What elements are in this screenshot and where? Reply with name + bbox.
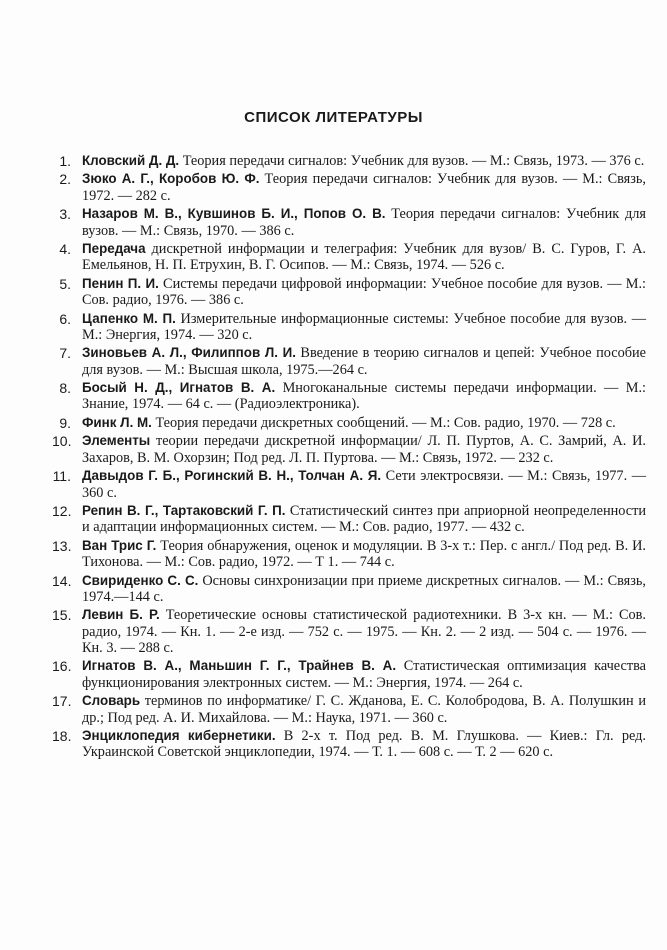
reference-text: Многоканальные системы передачи информации. — М.: Знание, 1974. — 64 с. — (Радиоэлектроника). [82, 380, 647, 413]
reference-item [52, 380, 646, 413]
reference-item [52, 311, 646, 344]
reference-text: Статистический синтез при априорной неопределенности и адаптации информационных систем. — М.: Сов. радио, 1977. — 432 с. [82, 503, 646, 536]
reference-authors: Финк Л. М. [82, 414, 152, 430]
reference-number: 7. [59, 345, 71, 362]
reference-item [52, 607, 646, 656]
reference-authors: Элементы [82, 433, 151, 449]
reference-text: Теория обнаружения, оценок и модуляции. В 3-х т.: Пер. с англ./ Под ред. В. И. Тихонова. — М.: Сов. радио, 1972. — Т 1. — 744 с. [82, 537, 646, 571]
reference-item [52, 693, 646, 726]
reference-authors: Левин Б. Р. [82, 607, 160, 623]
reference-number: 16. [52, 658, 72, 675]
reference-item [52, 171, 646, 204]
reference-item [52, 503, 646, 536]
reference-text: терминов по информатике/ Г. С. Жданова, Е. С. Колобродова, В. А. Полушкин и др.; Под ред. А. И. Михайлова. — М.: Наука, 1971. — 360 с. [82, 693, 646, 726]
reference-item [52, 345, 646, 378]
reference-number: 17. [52, 693, 72, 710]
reference-authors: Кловский Д. Д. [82, 153, 180, 168]
reference-number: 1. [59, 153, 71, 169]
reference-text: В 2-х т. Под ред. В. М. Глушкова. — Киев.: Гл. ред. Украинской Советской энциклопедии, 1974. — Т. 1. — 608 с. — Т. 2 — 620 с. [82, 727, 646, 761]
reference-text: Теория передачи сигналов: Учебник для вузов. — М.: Связь, 1970. — 386 с. [82, 206, 646, 239]
reference-text: Измерительные информационные системы: Учебное пособие для вузов. — М.: Энергия, 1974. — 320 с. [82, 310, 647, 343]
reference-number: 5. [59, 275, 71, 292]
reference-number: 12. [52, 503, 72, 519]
reference-authors: Репин В. Г., Тартаковский Г. П. [82, 503, 286, 518]
reference-authors: Игнатов В. А., Маньшин Г. Г., Трайнев В. А. [82, 658, 397, 674]
reference-authors: Свириденко С. С. [82, 572, 199, 588]
reference-item [52, 415, 646, 431]
reference-list [52, 153, 646, 763]
reference-item [52, 728, 646, 761]
reference-text: дискретной информации и телеграфия: Учебник для вузов/ В. С. Гуров, Г. А. Емельянов, Н. П. Етрухин, В. Г. Осипов. — М.: Связь, 1974. — 526 с. [82, 241, 646, 274]
reference-text: Сети электросвязи. — М.: Связь, 1977. — 360 с. [82, 468, 646, 501]
reference-text: Теория передачи дискретных сообщений. — М.: Сов. радио, 1970. — 728 с. [151, 414, 616, 431]
reference-text: Статистическая оптимизация качества функционирования электронных систем. — М.: Энергия, 1974. — 264 с. [82, 658, 646, 691]
reference-item [52, 433, 646, 466]
reference-text: Теория передачи сигналов: Учебник для вузов. — М.: Связь, 1972. — 282 с. [82, 171, 646, 204]
reference-item [52, 276, 646, 309]
reference-text: Основы синхронизации при приеме дискретных сигналов. — М.: Связь, 1974.—144 с. [82, 572, 646, 605]
reference-authors: Босый Н. Д., Игнатов В. А. [82, 380, 276, 396]
reference-text: Системы передачи цифровой информации: Учебное пособие для вузов. — М.: Сов. радио, 1976. — 386 с. [82, 275, 646, 309]
reference-item [52, 573, 646, 606]
reference-authors: Словарь [82, 693, 141, 709]
reference-number: 4. [59, 241, 71, 258]
reference-number: 2. [59, 171, 71, 188]
reference-text: Введение в теорию сигналов и цепей: Учебное пособие для вузов. — М.: Высшая школа, 1975.—264 с. [82, 345, 646, 378]
reference-number: 14. [52, 572, 72, 589]
reference-authors: Назаров М. В., Кувшинов Б. И., Попов О. В. [82, 206, 386, 222]
reference-item [52, 206, 646, 239]
reference-number: 11. [52, 468, 71, 485]
reference-item [52, 658, 646, 691]
reference-item [52, 241, 646, 274]
reference-authors: Давыдов Г. Б., Рогинский В. Н., Толчан А. Я. [82, 468, 382, 484]
reference-number: 15. [52, 607, 72, 624]
reference-number: 6. [59, 310, 71, 327]
reference-number: 10. [52, 433, 72, 450]
reference-text: Теоретические основы статистической радиотехники. В 3-х кн. — М.: Сов. радио, 1974. — Кн. 1. — 2-е изд. — 752 с. — 1975. — Кн. 2. — 2 изд. — 504 с. — 1976. — Кн. 3. — 288 с. [82, 607, 647, 656]
reference-text: Теория передачи сигналов: Учебник для вузов. — М.: Связь, 1973. — 376 с. [179, 153, 645, 169]
reference-item [52, 538, 646, 571]
reference-number: 13. [52, 537, 72, 554]
reference-authors: Зиновьев А. Л., Филиппов Л. И. [82, 345, 296, 361]
reference-authors: Энциклопедия кибернетики. [82, 727, 276, 743]
reference-authors: Пенин П. И. [82, 275, 159, 291]
reference-number: 3. [59, 206, 71, 223]
reference-authors: Передача [82, 241, 146, 257]
reference-authors: Ван Трис Г. [82, 537, 157, 553]
reference-authors: Зюко А. Г., Коробов Ю. Ф. [82, 171, 260, 187]
reference-number: 18. [52, 727, 72, 744]
reference-item [52, 468, 646, 501]
reference-number: 8. [59, 380, 71, 397]
reference-number: 9. [59, 414, 71, 431]
page-title: СПИСОК ЛИТЕРАТУРЫ [244, 109, 423, 126]
reference-authors: Цапенко М. П. [82, 310, 176, 326]
reference-text: теории передачи дискретной информации/ Л. П. Пуртов, А. С. Замрий, А. И. Захаров, В. М. Охорзин; Под ред. Л. П. Пуртова. — М.: Связь, 1972. — 232 с. [82, 433, 646, 466]
reference-item [52, 153, 646, 169]
